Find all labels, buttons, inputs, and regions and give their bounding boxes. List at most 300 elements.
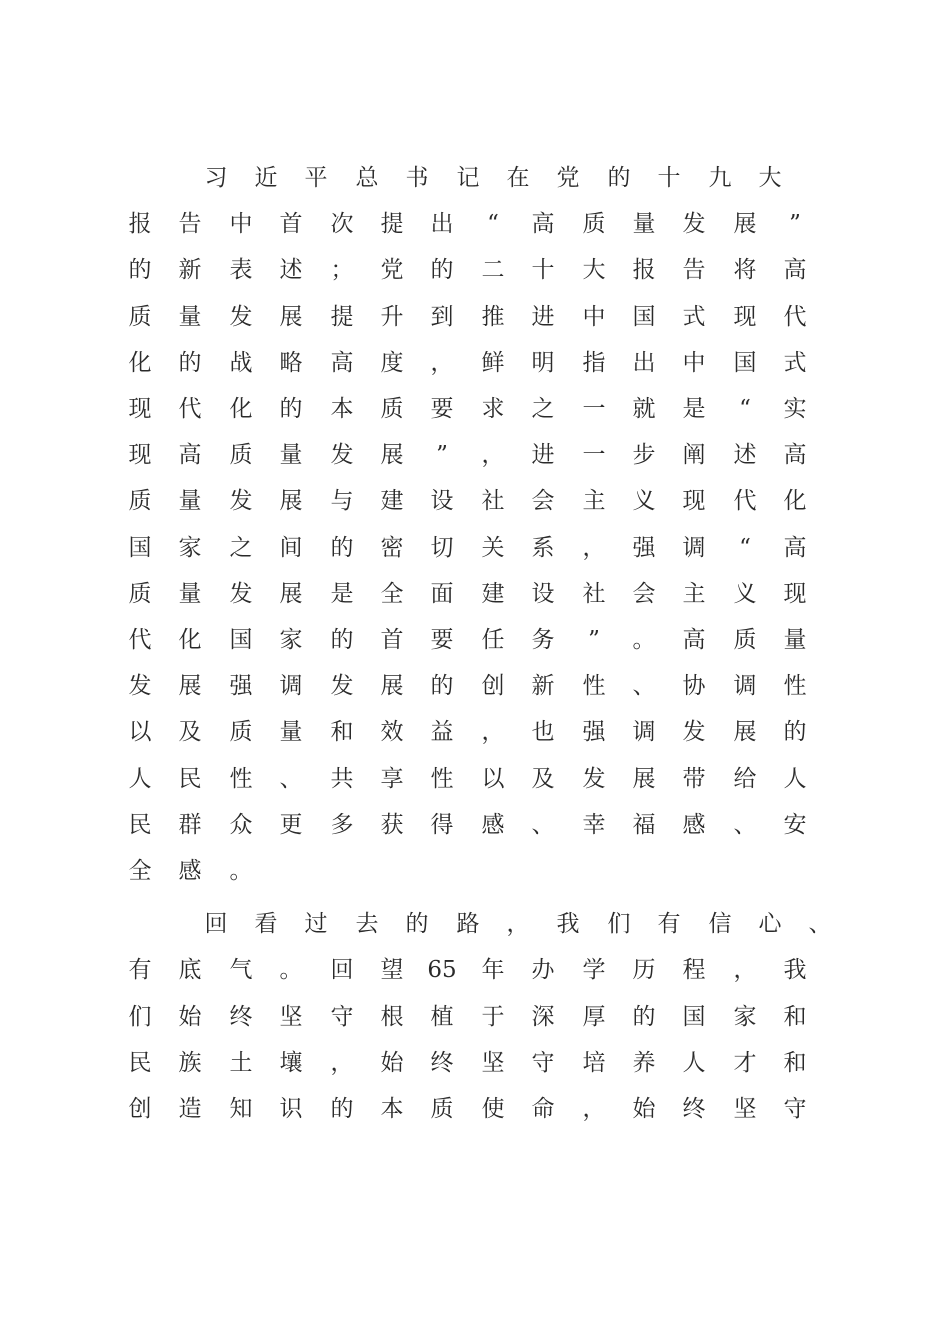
text-glyph: 命: [531, 1096, 555, 1122]
text-glyph: 新: [178, 257, 202, 283]
text-glyph: 和: [330, 719, 354, 745]
text-glyph: 报: [632, 257, 656, 283]
text-glyph: 坚: [481, 1050, 505, 1076]
text-glyph: 阐: [682, 442, 706, 468]
text-glyph: 和: [783, 1004, 807, 1030]
text-glyph: 述: [733, 442, 757, 468]
text-glyph: 全: [128, 858, 152, 884]
text-glyph: 展: [380, 442, 404, 468]
text-glyph: 的: [178, 350, 202, 376]
text-glyph: 设: [430, 488, 454, 514]
text-glyph: 量: [279, 719, 303, 745]
text-glyph: 指: [582, 350, 606, 376]
text-glyph: 过: [304, 911, 328, 937]
text-line: [0, 209, 950, 239]
text-glyph: 近: [254, 165, 278, 191]
text-glyph: 质: [229, 719, 253, 745]
text-glyph: 之: [229, 535, 253, 561]
text-glyph: 中: [682, 350, 706, 376]
text-glyph: ，: [733, 957, 757, 983]
text-glyph: 书: [405, 165, 429, 191]
text-glyph: 幸: [582, 812, 606, 838]
text-glyph: 年: [481, 957, 505, 983]
text-glyph: 本: [330, 396, 354, 422]
text-glyph: 质: [430, 1096, 454, 1122]
text-glyph: 的: [330, 627, 354, 653]
text-glyph: 的: [330, 1096, 354, 1122]
text-line: [0, 671, 950, 701]
text-glyph: 以: [128, 719, 152, 745]
text-glyph: ，: [481, 442, 505, 468]
text-glyph: 程: [682, 957, 706, 983]
text-glyph: 调: [733, 673, 757, 699]
text-glyph: 益: [430, 719, 454, 745]
text-glyph: 去: [355, 911, 379, 937]
text-line: [0, 440, 950, 470]
text-glyph: 化: [178, 627, 202, 653]
text-glyph: 展: [733, 719, 757, 745]
text-glyph: 平: [304, 165, 328, 191]
text-glyph: 是: [330, 581, 354, 607]
text-glyph: 土: [229, 1050, 253, 1076]
text-glyph: 坚: [279, 1004, 303, 1030]
text-glyph: 记: [456, 165, 480, 191]
text-glyph: 十: [531, 257, 555, 283]
text-glyph: 气: [229, 957, 253, 983]
text-line: [0, 810, 950, 840]
text-glyph: 看: [254, 911, 278, 937]
text-glyph: 的: [279, 396, 303, 422]
text-glyph: ，: [582, 535, 606, 561]
text-glyph: ；: [330, 257, 354, 283]
text-glyph: 量: [178, 581, 202, 607]
text-glyph: 社: [481, 488, 505, 514]
text-glyph: 守: [330, 1004, 354, 1030]
text-glyph: 步: [632, 442, 656, 468]
text-glyph: 大: [758, 165, 782, 191]
text-glyph: 守: [783, 1096, 807, 1122]
text-glyph: 性: [783, 673, 807, 699]
text-glyph: 有: [657, 911, 681, 937]
text-glyph: 本: [380, 1096, 404, 1122]
text-glyph: 底: [178, 957, 202, 983]
text-glyph: 建: [481, 581, 505, 607]
text-glyph: 才: [733, 1050, 757, 1076]
text-glyph: 发: [229, 581, 253, 607]
text-glyph: 高: [531, 211, 555, 237]
text-glyph: 代: [178, 396, 202, 422]
text-glyph: 民: [178, 766, 202, 792]
text-glyph: ，: [430, 350, 454, 376]
text-glyph: 终: [229, 1004, 253, 1030]
text-glyph: 及: [531, 766, 555, 792]
text-line: [0, 255, 950, 285]
text-glyph: 质: [128, 488, 152, 514]
text-glyph: 的: [783, 719, 807, 745]
text-glyph: 。: [632, 627, 656, 653]
text-glyph: 国: [733, 350, 757, 376]
text-line: [0, 302, 950, 332]
text-glyph: 我: [783, 957, 807, 983]
text-glyph: 高: [783, 257, 807, 283]
text-glyph: 协: [682, 673, 706, 699]
text-glyph: 代: [733, 488, 757, 514]
text-glyph: 质: [380, 396, 404, 422]
text-glyph: 展: [279, 581, 303, 607]
text-glyph: 量: [178, 488, 202, 514]
text-glyph: 首: [380, 627, 404, 653]
text-glyph: 党: [380, 257, 404, 283]
text-glyph: 发: [229, 304, 253, 330]
text-line: [0, 394, 950, 424]
text-glyph: 感: [178, 858, 202, 884]
text-glyph: 感: [481, 812, 505, 838]
text-glyph: 获: [380, 812, 404, 838]
text-glyph: 量: [279, 442, 303, 468]
text-glyph: 发: [582, 766, 606, 792]
text-glyph: 现: [682, 488, 706, 514]
text-glyph: 式: [682, 304, 706, 330]
text-glyph: 化: [229, 396, 253, 422]
text-glyph: 会: [531, 488, 555, 514]
text-glyph: 。: [279, 957, 303, 983]
text-glyph: 国: [128, 535, 152, 561]
text-line: [0, 579, 950, 609]
text-glyph: 给: [733, 766, 757, 792]
text-glyph: 的: [405, 911, 429, 937]
text-glyph: 就: [632, 396, 656, 422]
text-glyph: 效: [380, 719, 404, 745]
text-glyph: 们: [607, 911, 631, 937]
text-glyph: 量: [178, 304, 202, 330]
text-glyph: 厚: [582, 1004, 606, 1030]
text-glyph: 社: [582, 581, 606, 607]
text-glyph: 一: [582, 396, 606, 422]
text-glyph: 与: [330, 488, 354, 514]
text-glyph: 民: [128, 812, 152, 838]
text-glyph: 养: [632, 1050, 656, 1076]
text-glyph: 高: [682, 627, 706, 653]
text-glyph: 调: [279, 673, 303, 699]
text-glyph: 的: [430, 673, 454, 699]
text-glyph: 之: [531, 396, 555, 422]
text-glyph: 在: [506, 165, 530, 191]
text-glyph: 出: [430, 211, 454, 237]
text-glyph: 调: [632, 719, 656, 745]
text-glyph: “: [739, 396, 751, 422]
text-glyph: 享: [380, 766, 404, 792]
text-glyph: 的: [330, 535, 354, 561]
text-glyph: 、: [531, 812, 555, 838]
text-glyph: 高: [330, 350, 354, 376]
text-glyph: 强: [582, 719, 606, 745]
text-line: [0, 348, 950, 378]
text-glyph: 高: [178, 442, 202, 468]
text-glyph: 根: [380, 1004, 404, 1030]
text-line: [0, 486, 950, 516]
text-glyph: 安: [783, 812, 807, 838]
text-glyph: 九: [708, 165, 732, 191]
text-glyph: 义: [733, 581, 757, 607]
text-glyph: 一: [582, 442, 606, 468]
text-glyph: 性: [582, 673, 606, 699]
text-glyph: 式: [783, 350, 807, 376]
text-glyph: 强: [632, 535, 656, 561]
text-glyph: 守: [531, 1050, 555, 1076]
text-glyph: 大: [582, 257, 606, 283]
text-glyph: 密: [380, 535, 404, 561]
text-glyph: 创: [128, 1096, 152, 1122]
text-glyph: 强: [229, 673, 253, 699]
text-line: [0, 856, 950, 886]
text-glyph: 人: [682, 1050, 706, 1076]
text-glyph: 新: [531, 673, 555, 699]
text-glyph: 次: [330, 211, 354, 237]
text-glyph: 更: [279, 812, 303, 838]
text-glyph: 会: [632, 581, 656, 607]
text-glyph: 展: [632, 766, 656, 792]
text-glyph: 现: [128, 396, 152, 422]
text-glyph: 培: [582, 1050, 606, 1076]
text-glyph: 高: [783, 442, 807, 468]
text-glyph: 建: [380, 488, 404, 514]
text-glyph: 明: [531, 350, 555, 376]
text-glyph: 是: [682, 396, 706, 422]
text-glyph: 设: [531, 581, 555, 607]
text-glyph: 切: [430, 535, 454, 561]
text-glyph: 知: [229, 1096, 253, 1122]
text-glyph: 始: [178, 1004, 202, 1030]
text-glyph: 使: [481, 1096, 505, 1122]
text-glyph: 有: [128, 957, 152, 983]
text-glyph: 全: [380, 581, 404, 607]
text-glyph: 国: [682, 1004, 706, 1030]
text-glyph: 高: [783, 535, 807, 561]
text-glyph: 家: [178, 535, 202, 561]
text-glyph: ”: [588, 627, 600, 653]
text-glyph: 实: [783, 396, 807, 422]
text-glyph: 多: [330, 812, 354, 838]
text-glyph: 心: [758, 911, 782, 937]
text-glyph: 代: [783, 304, 807, 330]
text-glyph: 性: [430, 766, 454, 792]
text-glyph: 望: [380, 957, 404, 983]
text-glyph: ，: [506, 911, 530, 937]
text-glyph: 进: [531, 442, 555, 468]
text-glyph: 65: [427, 957, 457, 983]
text-glyph: 关: [481, 535, 505, 561]
text-line: [0, 533, 950, 563]
text-glyph: 量: [783, 627, 807, 653]
text-glyph: 、: [808, 911, 832, 937]
text-glyph: 我: [556, 911, 580, 937]
text-glyph: 要: [430, 627, 454, 653]
text-line: [0, 1002, 950, 1032]
text-glyph: 主: [682, 581, 706, 607]
text-glyph: 、: [632, 673, 656, 699]
text-glyph: 。: [229, 858, 253, 884]
text-glyph: 代: [128, 627, 152, 653]
text-glyph: 国: [229, 627, 253, 653]
text-glyph: 的: [607, 165, 631, 191]
text-glyph: 报: [128, 211, 152, 237]
text-glyph: 、: [279, 766, 303, 792]
text-glyph: 党: [556, 165, 580, 191]
text-glyph: 始: [380, 1050, 404, 1076]
text-line: [0, 1094, 950, 1124]
text-line: [0, 764, 950, 794]
text-glyph: 始: [632, 1096, 656, 1122]
text-glyph: 发: [330, 442, 354, 468]
text-glyph: 主: [582, 488, 606, 514]
text-glyph: 展: [733, 211, 757, 237]
text-glyph: 也: [531, 719, 555, 745]
text-glyph: 的: [430, 257, 454, 283]
text-glyph: ，: [481, 719, 505, 745]
text-glyph: 及: [178, 719, 202, 745]
text-glyph: 和: [783, 1050, 807, 1076]
text-glyph: 求: [481, 396, 505, 422]
text-glyph: 习: [204, 165, 228, 191]
text-glyph: 展: [279, 488, 303, 514]
text-glyph: 回: [330, 957, 354, 983]
text-glyph: 面: [430, 581, 454, 607]
text-glyph: 壤: [279, 1050, 303, 1076]
text-glyph: 现: [128, 442, 152, 468]
text-glyph: 展: [380, 673, 404, 699]
text-glyph: 带: [682, 766, 706, 792]
text-glyph: 发: [128, 673, 152, 699]
text-glyph: 发: [682, 719, 706, 745]
text-glyph: 人: [128, 766, 152, 792]
text-glyph: 得: [430, 812, 454, 838]
text-glyph: 系: [531, 535, 555, 561]
text-glyph: 信: [708, 911, 732, 937]
text-glyph: 植: [430, 1004, 454, 1030]
text-glyph: 福: [632, 812, 656, 838]
text-glyph: 终: [682, 1096, 706, 1122]
text-glyph: 述: [279, 257, 303, 283]
text-glyph: 们: [128, 1004, 152, 1030]
text-glyph: 现: [733, 304, 757, 330]
text-glyph: 调: [682, 535, 706, 561]
text-glyph: 提: [380, 211, 404, 237]
text-glyph: 量: [632, 211, 656, 237]
text-glyph: 创: [481, 673, 505, 699]
text-glyph: 质: [128, 581, 152, 607]
text-line: [0, 909, 950, 939]
text-glyph: 发: [682, 211, 706, 237]
text-glyph: 国: [632, 304, 656, 330]
text-glyph: 的: [632, 1004, 656, 1030]
text-glyph: ，: [330, 1050, 354, 1076]
text-glyph: 民: [128, 1050, 152, 1076]
text-glyph: 群: [178, 812, 202, 838]
text-glyph: 坚: [733, 1096, 757, 1122]
text-glyph: 义: [632, 488, 656, 514]
text-glyph: 十: [657, 165, 681, 191]
text-glyph: 任: [481, 627, 505, 653]
text-glyph: “: [739, 535, 751, 561]
text-glyph: 战: [229, 350, 253, 376]
text-glyph: 表: [229, 257, 253, 283]
text-glyph: 家: [733, 1004, 757, 1030]
text-line: [0, 1048, 950, 1078]
text-glyph: 路: [456, 911, 480, 937]
text-glyph: 中: [229, 211, 253, 237]
text-glyph: 化: [128, 350, 152, 376]
text-glyph: 于: [481, 1004, 505, 1030]
text-glyph: 展: [279, 304, 303, 330]
text-glyph: 鲜: [481, 350, 505, 376]
text-glyph: 质: [229, 442, 253, 468]
text-glyph: ”: [789, 211, 801, 237]
text-glyph: 中: [582, 304, 606, 330]
text-glyph: 回: [204, 911, 228, 937]
text-glyph: 发: [330, 673, 354, 699]
text-glyph: 到: [430, 304, 454, 330]
text-glyph: 发: [229, 488, 253, 514]
text-glyph: ，: [582, 1096, 606, 1122]
text-glyph: “: [487, 211, 499, 237]
text-glyph: 务: [531, 627, 555, 653]
text-glyph: 族: [178, 1050, 202, 1076]
text-glyph: ”: [436, 442, 448, 468]
text-glyph: 性: [229, 766, 253, 792]
text-glyph: 二: [481, 257, 505, 283]
text-glyph: 化: [783, 488, 807, 514]
text-glyph: 间: [279, 535, 303, 561]
text-glyph: 要: [430, 396, 454, 422]
text-glyph: 家: [279, 627, 303, 653]
text-glyph: 办: [531, 957, 555, 983]
text-glyph: 进: [531, 304, 555, 330]
text-glyph: 历: [632, 957, 656, 983]
text-glyph: 深: [531, 1004, 555, 1030]
text-glyph: 告: [178, 211, 202, 237]
text-glyph: 总: [355, 165, 379, 191]
text-glyph: 以: [481, 766, 505, 792]
text-glyph: 现: [783, 581, 807, 607]
text-glyph: 共: [330, 766, 354, 792]
text-glyph: 终: [430, 1050, 454, 1076]
text-glyph: 将: [733, 257, 757, 283]
text-glyph: 展: [178, 673, 202, 699]
text-glyph: 告: [682, 257, 706, 283]
text-glyph: 众: [229, 812, 253, 838]
text-glyph: 推: [481, 304, 505, 330]
text-glyph: 首: [279, 211, 303, 237]
text-line: [0, 955, 950, 985]
text-glyph: 造: [178, 1096, 202, 1122]
text-glyph: 人: [783, 766, 807, 792]
text-glyph: 提: [330, 304, 354, 330]
text-glyph: 略: [279, 350, 303, 376]
text-glyph: 出: [632, 350, 656, 376]
text-glyph: 度: [380, 350, 404, 376]
text-glyph: 的: [128, 257, 152, 283]
text-glyph: 质: [733, 627, 757, 653]
text-glyph: 学: [582, 957, 606, 983]
text-glyph: 识: [279, 1096, 303, 1122]
text-glyph: 质: [128, 304, 152, 330]
text-line: [0, 717, 950, 747]
text-glyph: 质: [582, 211, 606, 237]
text-line: [0, 625, 950, 655]
text-line: [0, 163, 950, 193]
text-glyph: 升: [380, 304, 404, 330]
text-glyph: 、: [733, 812, 757, 838]
